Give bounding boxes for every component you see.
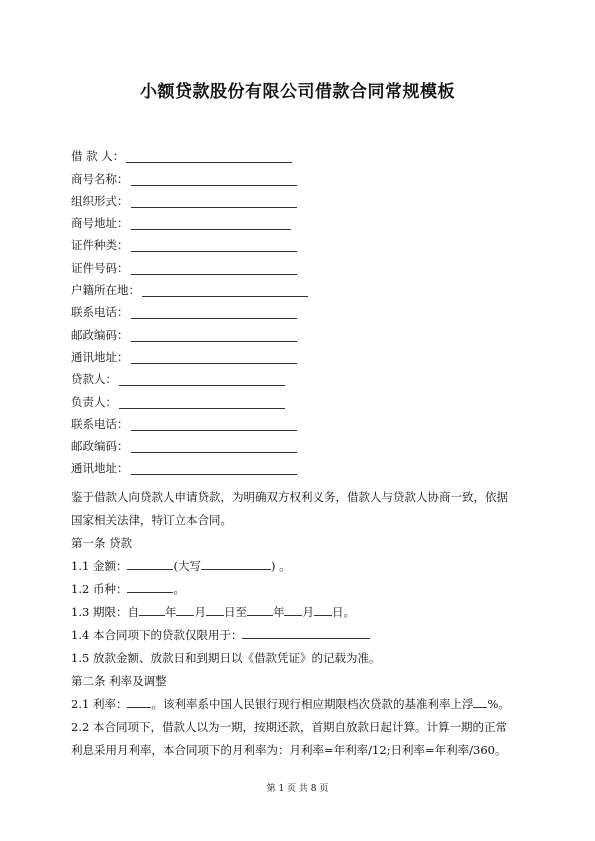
fill-line[interactable] [131, 240, 297, 252]
fill-line[interactable] [119, 397, 285, 409]
clause-text: 年 [164, 605, 177, 619]
preamble-line-2: 国家相关法律，特订立本合同。 [71, 513, 232, 527]
field-phone [71, 297, 531, 319]
amount-blank[interactable] [127, 558, 173, 570]
contract-body [71, 486, 531, 762]
clause-text: %。 [487, 697, 510, 711]
amount-words-blank[interactable] [201, 558, 271, 570]
clause-text: 1.1 金额： [71, 559, 128, 573]
field-label: 商号名称： [71, 171, 129, 186]
clause-text: 1.3 期限：自 [71, 605, 139, 619]
field-phone-2 [71, 409, 531, 431]
clause-2-2-line-1: 2.2 本合同项下，借款人以为一期，按期还款，首期自放款日起计算。计算一期的正常 [71, 720, 507, 734]
field-mailing-address-2 [71, 453, 531, 475]
fill-line[interactable] [131, 352, 297, 364]
field-label: 证件号码： [71, 260, 129, 275]
field-borrower [71, 141, 531, 163]
clause-text: 。该利率系中国人民银行现行相应期限档次贷款的基准利率上浮 [151, 697, 474, 711]
fill-line[interactable] [131, 419, 297, 431]
clause-1-1 [71, 555, 531, 578]
float-rate-blank[interactable] [473, 696, 487, 708]
field-label: 商号地址： [71, 216, 129, 231]
field-label: 联系电话： [71, 416, 129, 431]
clause-text: (大写 [173, 559, 201, 573]
fill-line[interactable] [131, 174, 297, 186]
article-2-heading: 第二条 利率及调整 [71, 674, 167, 688]
preamble-line-1: 鉴于借款人向贷款人申请贷款，为明确双方权利义务，借款人与贷款人协商一致，依据 [71, 490, 508, 504]
party-info-fields [71, 141, 531, 475]
clause-text: 月 [194, 605, 206, 619]
field-label: 联系电话： [71, 305, 129, 320]
field-org-form [71, 186, 531, 208]
field-label: 邮政编码： [71, 439, 129, 454]
field-mailing-address [71, 342, 531, 364]
field-person-in-charge [71, 386, 531, 408]
clause-1-3 [71, 601, 531, 624]
fill-line[interactable] [131, 441, 297, 453]
clause-1-2 [71, 578, 531, 601]
field-label: 邮政编码： [71, 327, 129, 342]
field-lender [71, 364, 531, 386]
fill-line[interactable] [119, 374, 285, 386]
field-label: 证件种类： [71, 238, 129, 253]
clause-text: 1.4 本合同项下的贷款仅限用于： [71, 628, 243, 642]
clause-text: 日。 [331, 605, 355, 619]
clause-text: 年 [272, 605, 285, 619]
currency-blank[interactable] [127, 581, 173, 593]
page-footer: 第 1 页 共 8 页 [266, 784, 329, 794]
clause-text: 1.2 币种： [71, 582, 128, 596]
field-household-location [71, 275, 531, 297]
clause-2-2-line-2: 利息采用月利率，本合同项下的月利率为：月利率=年利率/12;日利率=年利率/360。 [71, 743, 507, 757]
field-trade-address [71, 208, 531, 230]
field-label: 组织形式： [71, 193, 129, 208]
field-postcode-2 [71, 431, 531, 453]
interest-rate-blank[interactable] [127, 696, 151, 708]
field-trade-name [71, 163, 531, 185]
clause-text: 月 [302, 605, 314, 619]
field-postcode [71, 319, 531, 341]
field-label: 通讯地址： [71, 349, 129, 364]
clause-1-5: 1.5 放款金额、放款日和到期日以《借款凭证》的记载为准。 [71, 651, 381, 665]
field-label: 户籍所在地： [71, 283, 140, 298]
end-month-blank[interactable] [284, 604, 302, 616]
field-label: 借 款 人： [71, 149, 125, 164]
fill-line[interactable] [131, 307, 297, 319]
end-year-blank[interactable] [247, 604, 273, 616]
field-label: 负责人： [71, 394, 117, 409]
clause-text: 日至 [223, 605, 247, 619]
field-label: 贷款人： [71, 372, 117, 387]
fill-line[interactable] [131, 196, 297, 208]
field-id-type [71, 230, 531, 252]
fill-line[interactable] [131, 463, 297, 475]
end-day-blank[interactable] [314, 604, 332, 616]
clause-text: 2.1 利率： [71, 697, 128, 711]
start-day-blank[interactable] [206, 604, 224, 616]
fill-line[interactable] [131, 218, 291, 230]
start-month-blank[interactable] [176, 604, 194, 616]
clause-text: 。 [173, 582, 185, 596]
article-1-heading: 第一条 贷款 [71, 536, 133, 550]
fill-line[interactable] [142, 285, 308, 297]
clause-2-1 [71, 693, 531, 716]
loan-purpose-blank[interactable] [242, 627, 370, 639]
field-label: 通讯地址： [71, 461, 129, 476]
field-id-number [71, 252, 531, 274]
clause-1-4 [71, 624, 531, 647]
start-year-blank[interactable] [139, 604, 165, 616]
clause-text: ) 。 [270, 559, 291, 573]
document-title: 小额贷款股份有限公司借款合同常规模板 [140, 82, 455, 102]
fill-line[interactable] [126, 151, 292, 163]
fill-line[interactable] [131, 330, 297, 342]
fill-line[interactable] [131, 263, 297, 275]
